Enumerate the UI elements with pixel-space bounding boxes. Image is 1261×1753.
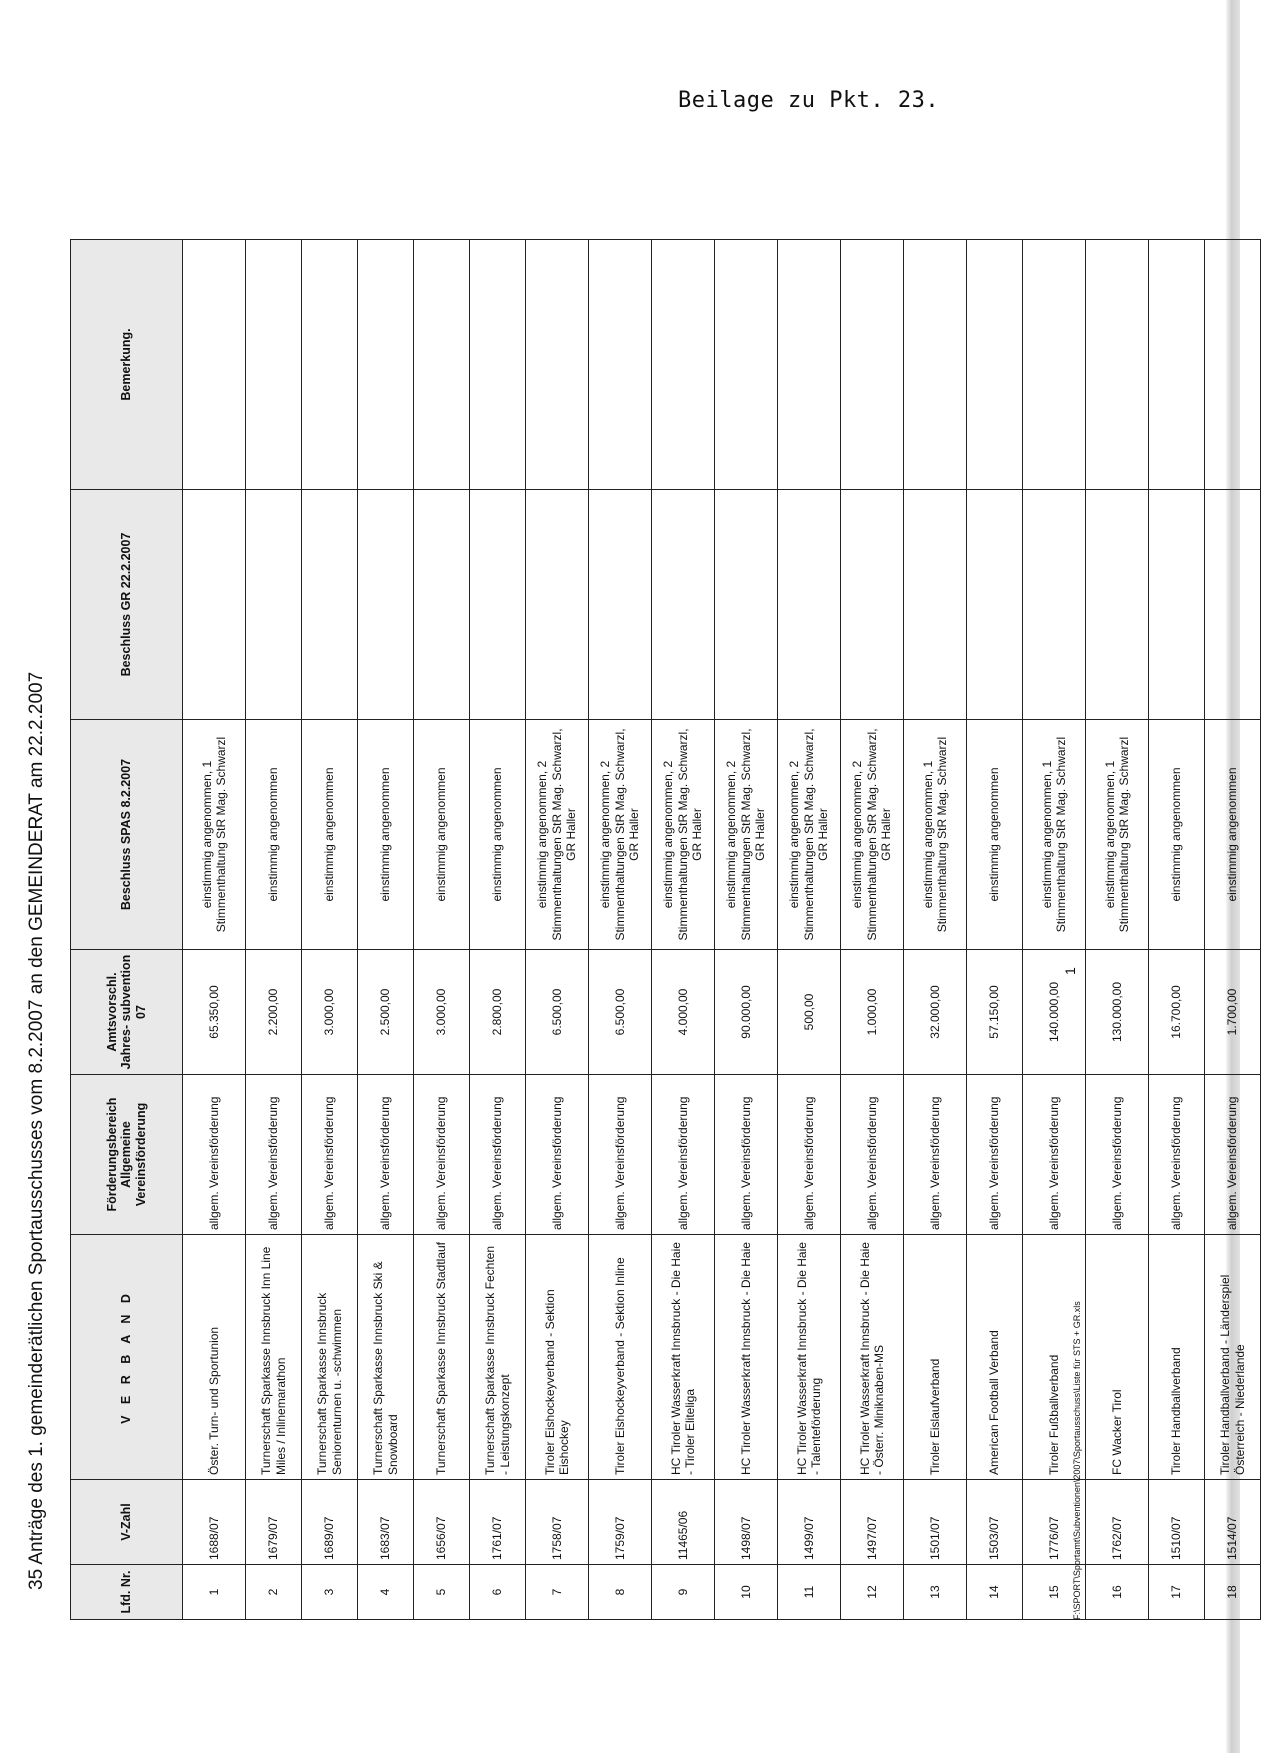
table-row: [652, 240, 715, 1620]
verband: Öster. Turn- und Sportunion: [183, 1235, 246, 1480]
beschluss-gr: [1205, 490, 1261, 720]
foerderbereich: allgem. Vereinsförderung: [246, 1075, 302, 1235]
row-number: 11: [778, 1565, 841, 1620]
beschluss-spas: einstimmig angenommen: [1149, 720, 1205, 950]
v-zahl: 1688/07: [183, 1480, 246, 1565]
row-number: 1: [183, 1565, 246, 1620]
document-title: 35 Anträge des 1. gemeinderätlichen Sportausschusses vom 8.2.2007 an den GEMEINDERAT am 22.2.2007: [26, 671, 47, 1590]
bemerkung: [589, 240, 652, 490]
bemerkung: [470, 240, 526, 490]
table-row: [967, 240, 1023, 1620]
beschluss-gr: [246, 490, 302, 720]
verband: Tiroler Eishockeyverband - Sektion Eishockey: [526, 1235, 589, 1480]
subsidy-table: [70, 239, 1261, 1620]
beschluss-gr: [967, 490, 1023, 720]
beschluss-spas: einstimmig angenommen: [470, 720, 526, 950]
row-number: 18: [1205, 1565, 1261, 1620]
foerderbereich: allgem. Vereinsförderung: [414, 1075, 470, 1235]
amtsvorschlag-amount: 6.500,00: [589, 950, 652, 1075]
amtsvorschlag-amount: 65.350,00: [183, 950, 246, 1075]
table-row: [470, 240, 526, 1620]
beschluss-gr: [652, 490, 715, 720]
row-number: 17: [1149, 1565, 1205, 1620]
amtsvorschlag-amount: 4.000,00: [652, 950, 715, 1075]
bemerkung: [1149, 240, 1205, 490]
verband: FC Wacker Tirol: [1086, 1235, 1149, 1480]
v-zahl: 1689/07: [302, 1480, 358, 1565]
beschluss-gr: [526, 490, 589, 720]
v-zahl: 1501/07: [904, 1480, 967, 1565]
beschluss-spas: einstimmig angenommen: [967, 720, 1023, 950]
row-number: 14: [967, 1565, 1023, 1620]
beschluss-spas: einstimmig angenommen, 1 Stimmenthaltung StR Mag. Schwarzl: [1086, 720, 1149, 950]
beschluss-gr: [358, 490, 414, 720]
bemerkung: [904, 240, 967, 490]
header-row: [71, 240, 183, 1620]
row-number: 10: [715, 1565, 778, 1620]
v-zahl: 1683/07: [358, 1480, 414, 1565]
row-number: 6: [470, 1565, 526, 1620]
beschluss-gr: [302, 490, 358, 720]
verband: Turnerschaft Sparkasse Innsbruck Inn Line Miles / Inlinemarathon: [246, 1235, 302, 1480]
v-zahl: 1656/07: [414, 1480, 470, 1565]
beschluss-spas: einstimmig angenommen, 1 Stimmenthaltung StR Mag. Schwarzl: [1023, 720, 1086, 950]
table-row: [246, 240, 302, 1620]
foerderbereich: allgem. Vereinsförderung: [1205, 1075, 1261, 1235]
foerderbereich: allgem. Vereinsförderung: [358, 1075, 414, 1235]
amtsvorschlag-amount: 32.000,00: [904, 950, 967, 1075]
table-row: [414, 240, 470, 1620]
v-zahl: 1759/07: [589, 1480, 652, 1565]
bemerkung: [1205, 240, 1261, 490]
beschluss-spas: einstimmig angenommen: [302, 720, 358, 950]
beschluss-spas: einstimmig angenommen, 2 Stimmenthaltungen StR Mag. Schwarzl, GR Haller: [715, 720, 778, 950]
col-verband: V E R B A N D: [71, 1235, 183, 1480]
amtsvorschlag-amount: 1.700,00: [1205, 950, 1261, 1075]
bemerkung: [841, 240, 904, 490]
table-row: [526, 240, 589, 1620]
v-zahl: 11465/06: [652, 1480, 715, 1565]
foerderbereich: allgem. Vereinsförderung: [302, 1075, 358, 1235]
row-number: 5: [414, 1565, 470, 1620]
beschluss-gr: [589, 490, 652, 720]
amtsvorschlag-amount: 57.150,00: [967, 950, 1023, 1075]
row-number: 9: [652, 1565, 715, 1620]
verband: HC Tiroler Wasserkraft Innsbruck - Die Haie - Österr. Miniknaben-MS: [841, 1235, 904, 1480]
foerderbereich: allgem. Vereinsförderung: [715, 1075, 778, 1235]
verband: Turnerschaft Sparkasse Innsbruck Ski & Snowboard: [358, 1235, 414, 1480]
foerderbereich: allgem. Vereinsförderung: [1023, 1075, 1086, 1235]
foerderbereich: allgem. Vereinsförderung: [652, 1075, 715, 1235]
file-path: F:\SPORT\Sportamt\Subventionen\2007\Sportausschuss\Liste für STS + GR.xls: [1072, 1301, 1082, 1620]
table-row: [358, 240, 414, 1620]
foerderbereich: allgem. Vereinsförderung: [470, 1075, 526, 1235]
v-zahl: 1761/07: [470, 1480, 526, 1565]
beschluss-spas: einstimmig angenommen: [1205, 720, 1261, 950]
row-number: 2: [246, 1565, 302, 1620]
foerderbereich: allgem. Vereinsförderung: [589, 1075, 652, 1235]
beschluss-gr: [470, 490, 526, 720]
row-number: 7: [526, 1565, 589, 1620]
amtsvorschlag-amount: 2.200,00: [246, 950, 302, 1075]
beschluss-spas: einstimmig angenommen, 1 Stimmenthaltung StR Mag. Schwarzl: [183, 720, 246, 950]
col-foerderung: Förderungsbereich Allgemeine Vereinsförderung: [71, 1075, 183, 1235]
beschluss-gr: [183, 490, 246, 720]
verband: Tiroler Fußballverband: [1023, 1235, 1086, 1480]
amtsvorschlag-amount: 90.000,00: [715, 950, 778, 1075]
verband: Tiroler Handballverband: [1149, 1235, 1205, 1480]
beschluss-gr: [715, 490, 778, 720]
row-number: 12: [841, 1565, 904, 1620]
row-number: 15: [1023, 1565, 1086, 1620]
table-row: [589, 240, 652, 1620]
table-row: [302, 240, 358, 1620]
table-row: [904, 240, 967, 1620]
row-number: 8: [589, 1565, 652, 1620]
beschluss-gr: [1149, 490, 1205, 720]
table-row: [1205, 240, 1261, 1620]
v-zahl: 1510/07: [1149, 1480, 1205, 1565]
v-zahl: 1497/07: [841, 1480, 904, 1565]
attachment-note: Beilage zu Pkt. 23.: [678, 88, 940, 113]
v-zahl: 1514/07: [1205, 1480, 1261, 1565]
table-row: [1086, 240, 1149, 1620]
page-number: 1: [1062, 967, 1078, 975]
bemerkung: [715, 240, 778, 490]
col-amtsvorschlag: Amtsvorschl. Jahres- subvention 07: [71, 950, 183, 1075]
verband: Tiroler Handballverband - Länderspiel Österreich - Niederlande: [1205, 1235, 1261, 1480]
amtsvorschlag-amount: 140.000,00: [1023, 950, 1086, 1075]
amtsvorschlag-amount: 3.000,00: [414, 950, 470, 1075]
beschluss-gr: [841, 490, 904, 720]
row-number: 4: [358, 1565, 414, 1620]
amtsvorschlag-amount: 16.700,00: [1149, 950, 1205, 1075]
table-row: [1149, 240, 1205, 1620]
bemerkung: [652, 240, 715, 490]
col-bemerkung: Bemerkung.: [71, 240, 183, 490]
row-number: 16: [1086, 1565, 1149, 1620]
beschluss-spas: einstimmig angenommen, 2 Stimmenthaltungen StR Mag. Schwarzl, GR Haller: [778, 720, 841, 950]
foerderbereich: allgem. Vereinsförderung: [526, 1075, 589, 1235]
v-zahl: 1776/07: [1023, 1480, 1086, 1565]
verband: Tiroler Eishockeyverband - Sektion Inline: [589, 1235, 652, 1480]
beschluss-gr: [904, 490, 967, 720]
bemerkung: [1086, 240, 1149, 490]
foerderbereich: allgem. Vereinsförderung: [183, 1075, 246, 1235]
verband: HC Tiroler Wasserkraft Innsbruck - Die Haie - Tiroler Eliteliga: [652, 1235, 715, 1480]
table-row: [841, 240, 904, 1620]
col-beschluss-gr: Beschluss GR 22.2.2007: [71, 490, 183, 720]
bemerkung: [526, 240, 589, 490]
v-zahl: 1758/07: [526, 1480, 589, 1565]
v-zahl: 1499/07: [778, 1480, 841, 1565]
beschluss-spas: einstimmig angenommen: [246, 720, 302, 950]
beschluss-spas: einstimmig angenommen, 2 Stimmenthaltungen StR Mag. Schwarzl, GR Haller: [652, 720, 715, 950]
amtsvorschlag-amount: 6.500,00: [526, 950, 589, 1075]
v-zahl: 1679/07: [246, 1480, 302, 1565]
rotated-page: [0, 140, 1247, 1720]
bemerkung: [967, 240, 1023, 490]
row-number: 3: [302, 1565, 358, 1620]
verband: American Football Verband: [967, 1235, 1023, 1480]
v-zahl: 1498/07: [715, 1480, 778, 1565]
table-row: [715, 240, 778, 1620]
bemerkung: [302, 240, 358, 490]
col-lfd: Lfd. Nr.: [71, 1565, 183, 1620]
beschluss-gr: [414, 490, 470, 720]
amtsvorschlag-amount: 500,00: [778, 950, 841, 1075]
amtsvorschlag-amount: 3.000,00: [302, 950, 358, 1075]
beschluss-gr: [1023, 490, 1086, 720]
bemerkung: [358, 240, 414, 490]
verband: HC Tiroler Wasserkraft Innsbruck - Die Haie - Talenteförderung: [778, 1235, 841, 1480]
bemerkung: [246, 240, 302, 490]
bemerkung: [778, 240, 841, 490]
beschluss-spas: einstimmig angenommen: [414, 720, 470, 950]
verband: Tiroler Eislaufverband: [904, 1235, 967, 1480]
beschluss-gr: [778, 490, 841, 720]
row-number: 13: [904, 1565, 967, 1620]
verband: HC Tiroler Wasserkraft Innsbruck - Die Haie: [715, 1235, 778, 1480]
foerderbereich: allgem. Vereinsförderung: [967, 1075, 1023, 1235]
verband: Turnerschaft Sparkasse Innsbruck Stadtlauf: [414, 1235, 470, 1480]
table-row: [778, 240, 841, 1620]
beschluss-spas: einstimmig angenommen: [358, 720, 414, 950]
beschluss-spas: einstimmig angenommen, 2 Stimmenthaltungen StR Mag. Schwarzl, GR Haller: [841, 720, 904, 950]
foerderbereich: allgem. Vereinsförderung: [778, 1075, 841, 1235]
bemerkung: [1023, 240, 1086, 490]
foerderbereich: allgem. Vereinsförderung: [841, 1075, 904, 1235]
col-beschluss-spas: Beschluss SPAS 8.2.2007: [71, 720, 183, 950]
table-row: [183, 240, 246, 1620]
amtsvorschlag-amount: 2.500,00: [358, 950, 414, 1075]
amtsvorschlag-amount: 2.800,00: [470, 950, 526, 1075]
foerderbereich: allgem. Vereinsförderung: [904, 1075, 967, 1235]
beschluss-gr: [1086, 490, 1149, 720]
beschluss-spas: einstimmig angenommen, 1 Stimmenthaltung StR Mag. Schwarzl: [904, 720, 967, 950]
beschluss-spas: einstimmig angenommen, 2 Stimmenthaltungen StR Mag. Schwarzl, GR Haller: [589, 720, 652, 950]
col-vzahl: V-Zahl: [71, 1480, 183, 1565]
verband: Turnerschaft Sparkasse Innsbruck Seniorenturnen u. -schwimmen: [302, 1235, 358, 1480]
verband: Turnerschaft Sparkasse Innsbruck Fechten - Leistungskonzept: [470, 1235, 526, 1480]
v-zahl: 1762/07: [1086, 1480, 1149, 1565]
bemerkung: [414, 240, 470, 490]
v-zahl: 1503/07: [967, 1480, 1023, 1565]
amtsvorschlag-amount: 130.000,00: [1086, 950, 1149, 1075]
bemerkung: [183, 240, 246, 490]
foerderbereich: allgem. Vereinsförderung: [1086, 1075, 1149, 1235]
amtsvorschlag-amount: 1.000,00: [841, 950, 904, 1075]
beschluss-spas: einstimmig angenommen, 2 Stimmenthaltungen StR Mag. Schwarzl, GR Haller: [526, 720, 589, 950]
foerderbereich: allgem. Vereinsförderung: [1149, 1075, 1205, 1235]
